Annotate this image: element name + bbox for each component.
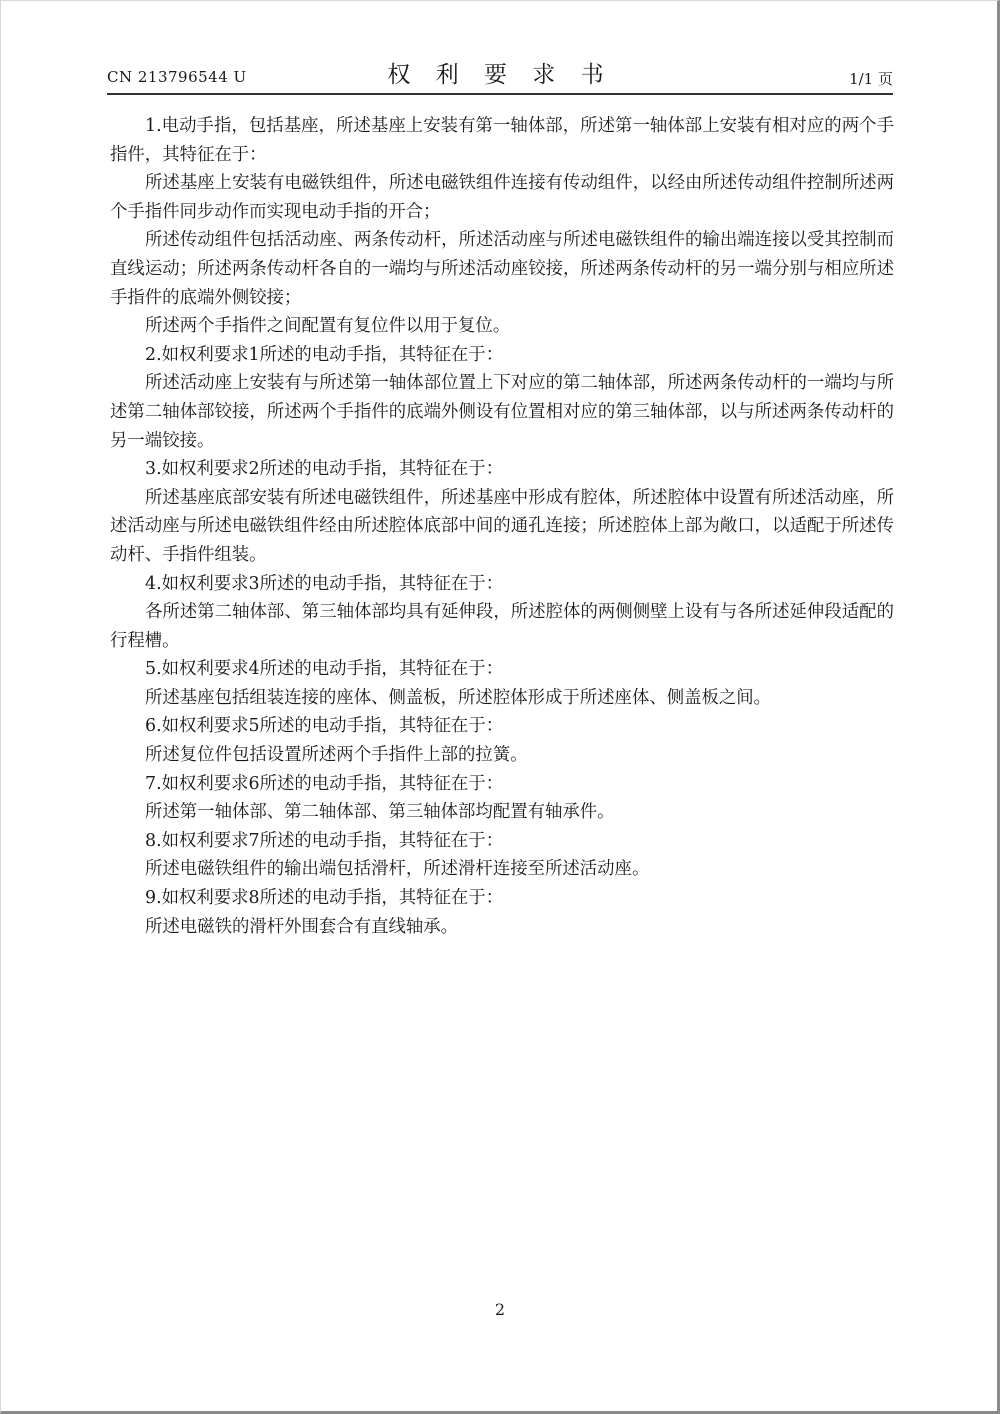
page-count: 1/1 页 xyxy=(849,70,893,88)
claim-paragraph: 9.如权利要求8所述的电动手指，其特征在于： xyxy=(145,888,504,909)
claims-body xyxy=(110,112,894,941)
claim-paragraph: 所述活动座上安装有与所述第一轴体部位置上下对应的第二轴体部，所述两条传动杆的一端均与所述第二轴体部铰接，所述两个手指件的底端外侧设有位置相对应的第三轴体部，以与所述两条传动杆的另一端铰接。 xyxy=(110,373,894,451)
document-title: 权 利 要 求 书 xyxy=(387,62,613,88)
claim-paragraph: 所述电磁铁组件的输出端包括滑杆，所述滑杆连接至所述活动座。 xyxy=(145,859,650,880)
claim-paragraph: 所述电磁铁的滑杆外围套合有直线轴承。 xyxy=(145,916,459,937)
claim-paragraph: 8.如权利要求7所述的电动手指，其特征在于： xyxy=(145,830,504,851)
claim-paragraph: 1.电动手指，包括基座，所述基座上安装有第一轴体部，所述第一轴体部上安装有相对应的两个手指件，其特征在于： xyxy=(110,116,894,165)
claim-paragraph: 各所述第二轴体部、第三轴体部均具有延伸段，所述腔体的两侧侧壁上设有与各所述延伸段适配的行程槽。 xyxy=(110,602,894,651)
claim-paragraph: 4.如权利要求3所述的电动手指，其特征在于： xyxy=(145,573,504,594)
claim-paragraph: 3.如权利要求2所述的电动手指，其特征在于： xyxy=(145,459,504,480)
claim-paragraph: 所述传动组件包括活动座、两条传动杆，所述活动座与所述电磁铁组件的输出端连接以受其控制而直线运动；所述两条传动杆各自的一端均与所述活动座铰接，所述两条传动杆的另一端分别与相应所述手指件的底端外侧铰接； xyxy=(110,230,894,308)
claim-paragraph: 所述复位件包括设置所述两个手指件上部的拉簧。 xyxy=(145,745,528,766)
claim-paragraph: 所述基座上安装有电磁铁组件，所述电磁铁组件连接有传动组件，以经由所述传动组件控制所述两个手指件同步动作而实现电动手指的开合； xyxy=(110,173,894,222)
claim-paragraph: 所述第一轴体部、第二轴体部、第三轴体部均配置有轴承件。 xyxy=(145,802,615,823)
claim-paragraph: 所述基座包括组装连接的座体、侧盖板，所述腔体形成于所述座体、侧盖板之间。 xyxy=(145,687,772,708)
footer-page-number: 2 xyxy=(494,1300,506,1319)
header-divider xyxy=(107,93,893,95)
claim-paragraph: 7.如权利要求6所述的电动手指，其特征在于： xyxy=(145,773,504,794)
claim-paragraph: 5.如权利要求4所述的电动手指，其特征在于： xyxy=(145,659,504,680)
page-header xyxy=(107,56,893,94)
document-number: CN 213796544 U xyxy=(107,68,247,86)
claim-paragraph: 所述基座底部安装有所述电磁铁组件，所述基座中形成有腔体，所述腔体中设置有所述活动座，所述活动座与所述电磁铁组件经由所述腔体底部中间的通孔连接；所述腔体上部为敞口，以适配于所述传动杆、手指件组装。 xyxy=(110,487,894,565)
claim-paragraph: 6.如权利要求5所述的电动手指，其特征在于： xyxy=(145,716,504,737)
claim-paragraph: 所述两个手指件之间配置有复位件以用于复位。 xyxy=(145,316,511,337)
claim-paragraph: 2.如权利要求1所述的电动手指，其特征在于： xyxy=(145,344,504,365)
